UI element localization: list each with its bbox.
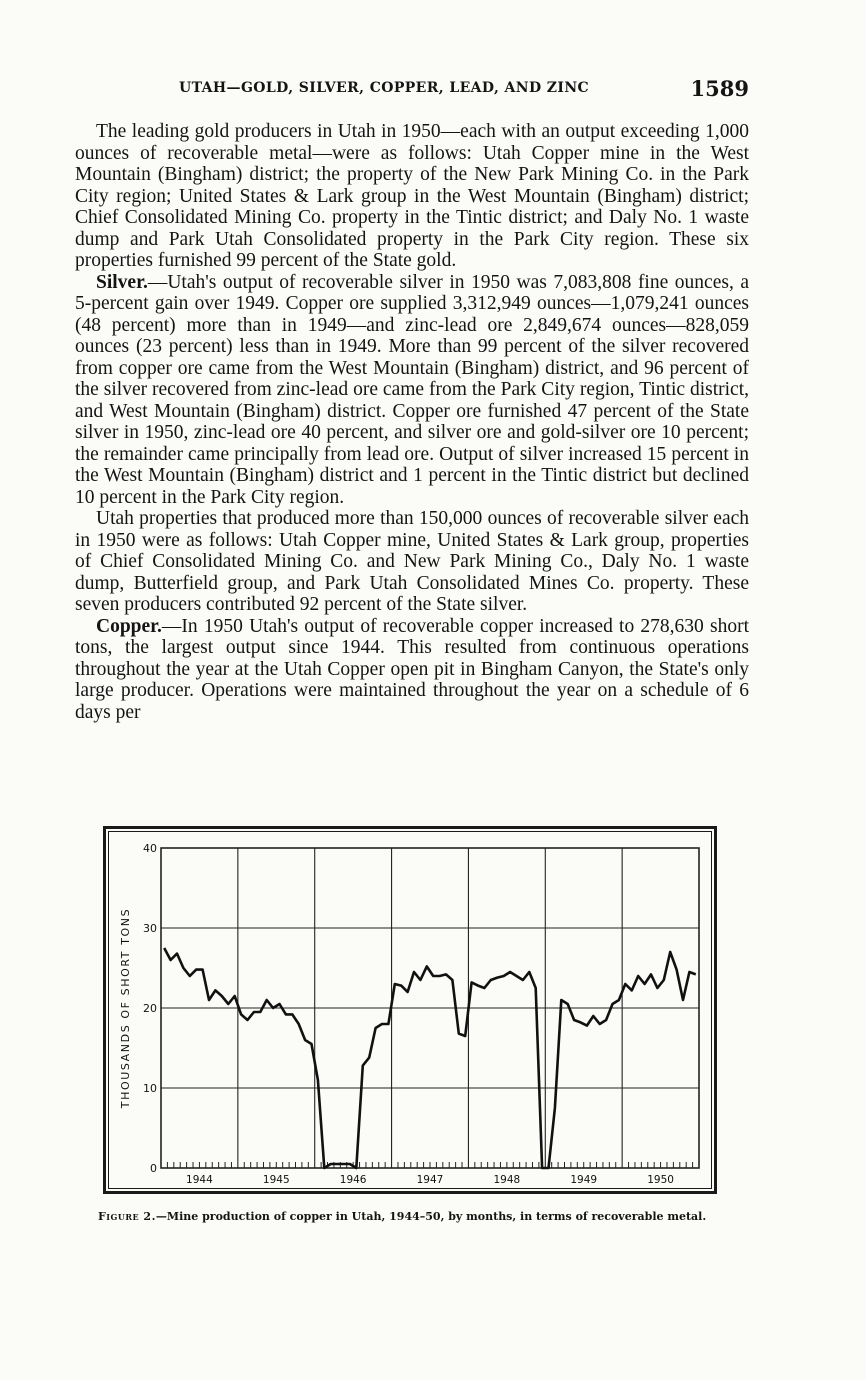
y-tick-label: 40 [143,842,157,855]
y-tick-label: 30 [143,922,157,935]
chart-minor-ticks [167,1162,692,1168]
series-line-copper [164,948,696,1168]
paragraph-silver-properties [75,508,749,616]
x-tick-label: 1950 [647,1174,674,1186]
x-tick-label: 1948 [493,1174,521,1186]
run-in-heading-silver: Silver. [96,271,148,293]
page-number: 1589 [690,76,749,101]
paragraph-silver [75,272,749,509]
paragraph-text: Utah properties that produced more than 150,000 ounces of recoverable silver each in 1950 were as follows: Utah Copper mine, United States & Lark group, properties of Chief Consolidated Mining Co. and New Park Mining Co., Daly No. 1 waste dump, Butterfield group, and Park Utah Consolidated Mines Co. property. These seven producers contributed 92 percent of the State silver. [75,508,749,615]
paragraph-text: The leading gold producers in Utah in 1950—each with an output exceeding 1,000 ounces of recoverable metal—were as follows: Utah Copper mine in the West Mountain (Bingham) district; the property of the New Park Mining Co. in the Park City region; United States & Lark group in the West Mountain (Bingham) district; Chief Consolidated Mining Co. property in the Tintic district; and Daly No. 1 waste dump and Park Utah Consolidated property in the Park City region. These six properties furnished 99 percent of the State gold. [75,121,749,271]
figure-caption [98,1210,778,1223]
x-tick-label: 1947 [416,1174,444,1186]
figure-caption-text: —Mine production of copper in Utah, 1944–50, by months, in terms of recoverable metal. [155,1210,707,1223]
x-tick-label: 1945 [262,1174,290,1186]
figure-caption-label: Figure 2. [98,1210,156,1223]
x-tick-label: 1946 [339,1174,367,1186]
y-axis-label: THOUSANDS OF SHORT TONS [119,907,132,1109]
chart-labels [119,842,674,1186]
running-title: UTAH—GOLD, SILVER, COPPER, LEAD, AND ZINC [179,80,590,96]
y-tick-label: 20 [143,1002,157,1015]
chart-grid [161,848,699,1168]
x-tick-label: 1949 [570,1174,598,1186]
paragraph-copper [75,616,749,724]
paragraph-gold-producers [75,121,749,272]
x-tick-label: 1944 [186,1174,213,1186]
paragraph-text: —In 1950 Utah's output of recoverable copper increased to 278,630 short tons, the largest output since 1944. This resulted from continuous operations throughout the year at the Utah Copper open pit in Bingham Canyon, the State's only large producer. Operations were maintained throughout the year on a schedule of 6 days per [75,615,749,723]
y-tick-label: 10 [143,1082,157,1095]
paragraph-text: —Utah's output of recoverable silver in 1950 was 7,083,808 fine ounces, a 5-percent gain over 1949. Copper ore supplied 3,312,949 ounces—1,079,241 ounces (48 percent) more than in 1949—and zinc-lead ore 2,849,674 ounces—828,059 ounces (23 percent) less than in 1949. More than 99 percent of the silver recovered from copper ore came from the West Mountain (Bingham) district, and 96 percent of the silver recovered from zinc-lead ore came from the Park City region, Tintic district, and West Mountain (Bingham) district. Copper ore furnished 47 percent of the State silver in 1950, zinc-lead ore 40 percent, and silver ore and gold-silver ore 10 percent; the remainder came principally from lead ore. Output of silver increased 15 percent in the West Mountain (Bingham) district and 1 percent in the Tintic district but declined 10 percent in the Park City region. [75,271,749,508]
body-text [75,121,749,723]
running-head [75,76,749,106]
run-in-heading-copper: Copper. [96,615,162,637]
copper-production-chart [103,826,717,1194]
y-tick-label: 0 [150,1162,157,1175]
